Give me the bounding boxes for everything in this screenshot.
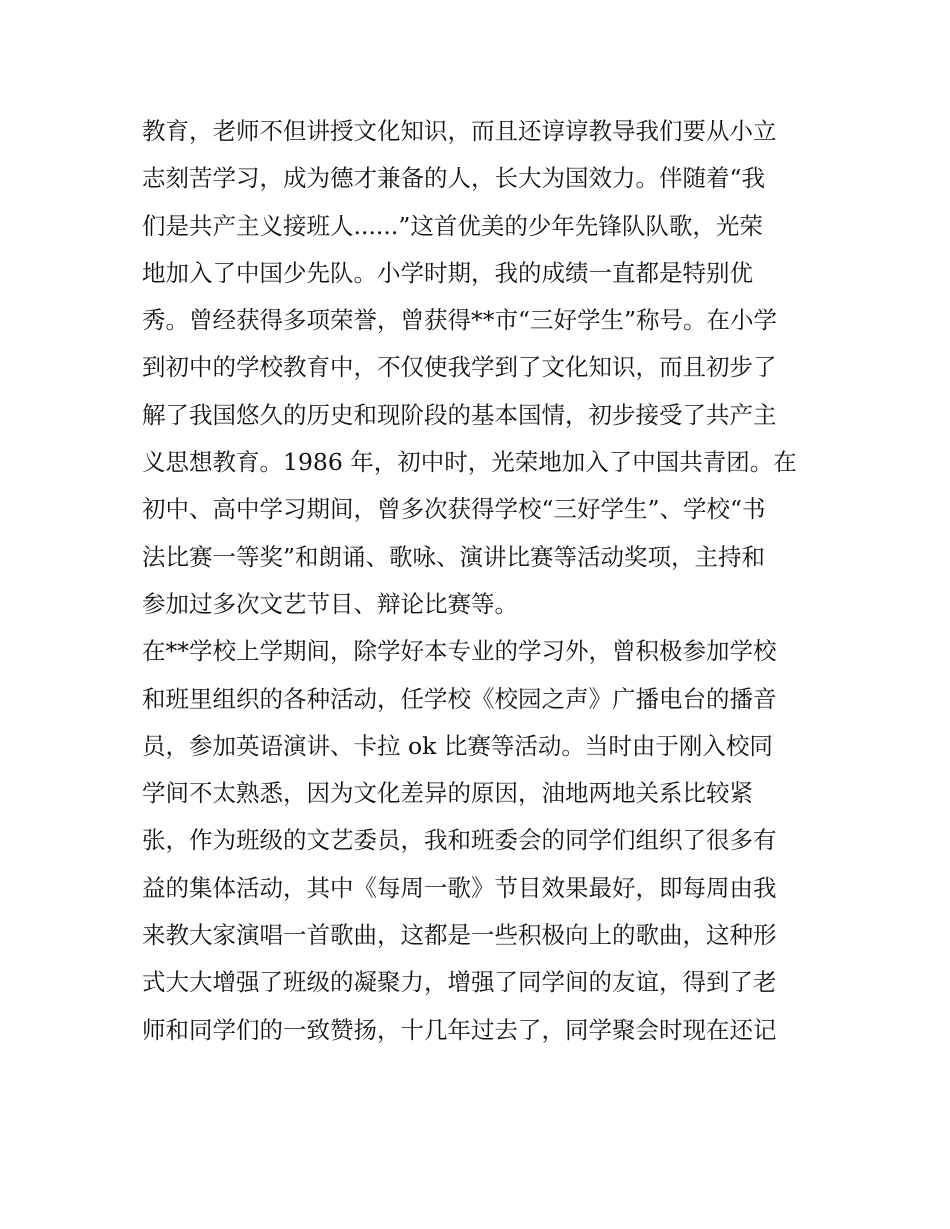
text-line: 解了我国悠久的历史和现阶段的基本国情，初步接受了共产主 — [142, 400, 777, 429]
text-line: 益的集体活动，其中《每周一歌》节目效果最好，即每周由我 — [142, 873, 777, 902]
text-line: 到初中的学校教育中，不仅使我学到了文化知识，而且初步了 — [142, 353, 777, 382]
text-line: 来教大家演唱一首歌曲，这都是一些积极向上的歌曲，这种形 — [142, 921, 777, 950]
text-line: 员，参加英语演讲、卡拉 ok 比赛等活动。当时由于刚入校同 — [142, 731, 773, 760]
text-line: 义思想教育。1986 年，初中时，光荣地加入了中国共青团。在 — [142, 448, 797, 477]
text-line: 在**学校上学期间，除学好本专业的学习外，曾积极参加学校 — [142, 637, 777, 666]
text-line: 教育，老师不但讲授文化知识，而且还谆谆教导我们要从小立 — [142, 117, 777, 145]
text-line: 师和同学们的一致赞扬，十几年过去了，同学聚会时现在还记 — [142, 1015, 777, 1044]
text-line: 式大大增强了班级的凝聚力，增强了同学间的友谊，得到了老 — [142, 968, 777, 997]
text-line: 地加入了中国少先队。小学时期，我的成绩一直都是特别优 — [142, 258, 753, 287]
text-line: 法比赛一等奖”和朗诵、歌咏、演讲比赛等活动奖项，主持和 — [142, 542, 766, 571]
text-line: 张，作为班级的文艺委员，我和班委会的同学们组织了很多有 — [142, 826, 777, 855]
text-line: 们是共产主义接班人......”这首优美的少年先锋队队歌，光荣 — [142, 211, 763, 240]
text-line: 学间不太熟悉，因为文化差异的原因，油地两地关系比较紧 — [142, 779, 753, 808]
text-line: 和班里组织的各种活动，任学校《校园之声》广播电台的播音 — [142, 684, 777, 713]
text-line: 参加过多次文艺节目、辩论比赛等。 — [142, 589, 518, 618]
text-line: 秀。曾经获得多项荣誉，曾获得**市“三好学生”称号。在小学 — [142, 306, 778, 335]
body-text — [142, 108, 822, 1054]
text-line: 初中、高中学习期间，曾多次获得学校“三好学生”、学校“书 — [142, 495, 766, 524]
text-line: 志刻苦学习，成为德才兼备的人，长大为国效力。伴随着“我 — [142, 164, 766, 193]
